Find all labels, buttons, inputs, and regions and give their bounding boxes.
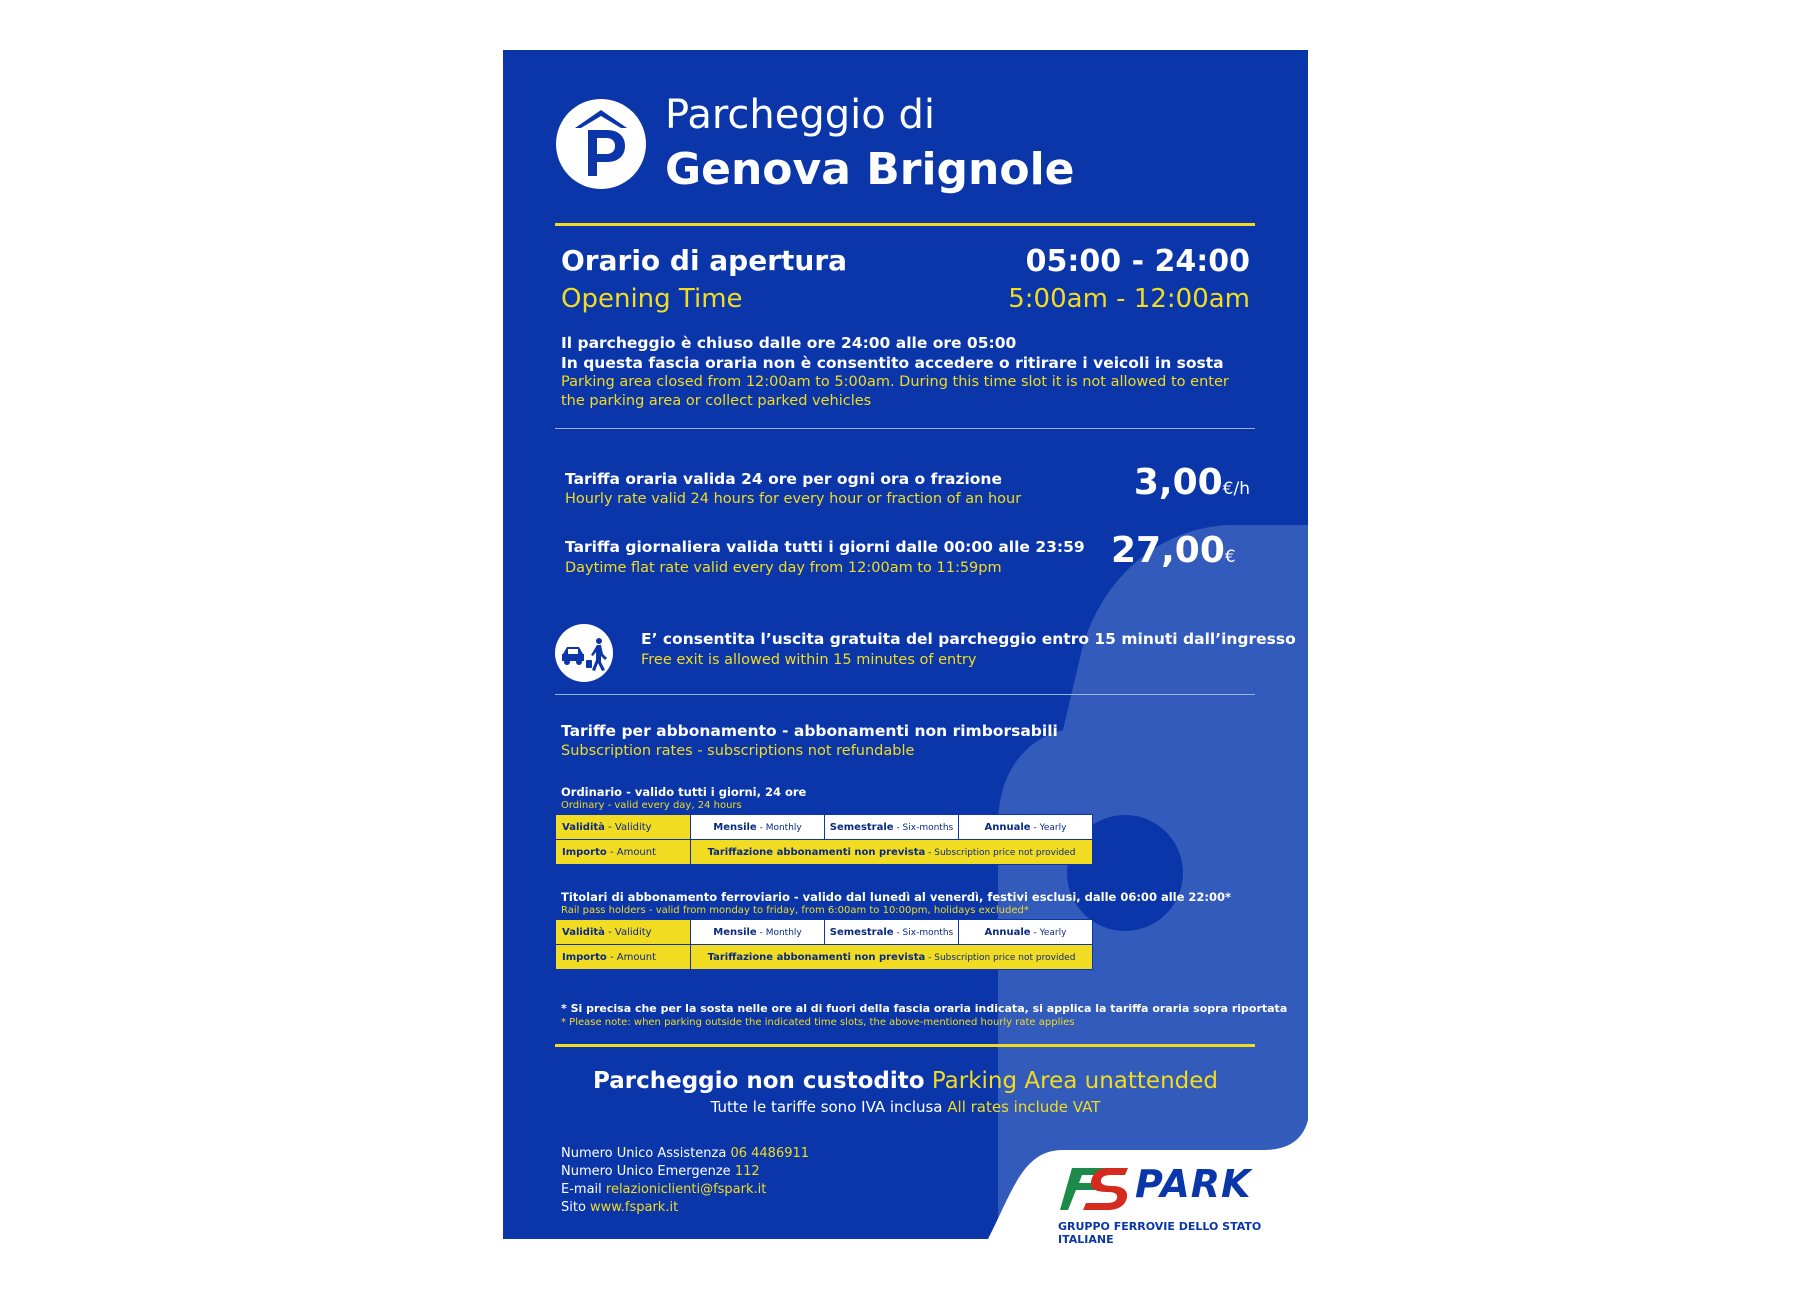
yearly-cell: Annuale - Yearly (959, 920, 1093, 945)
validity-label: Validità - Validity (556, 920, 691, 945)
yearly-cell: Annuale - Yearly (959, 815, 1093, 840)
divider-bottom (555, 1044, 1255, 1047)
monthly-cell: Mensile - Monthly (691, 920, 825, 945)
fs-logo-icon (1058, 1162, 1132, 1214)
price-not-provided-cell: Tariffazione abbonamenti non prevista - Subscription price not provided (691, 840, 1093, 865)
free-exit-en: Free exit is allowed within 15 minutes of entry (641, 652, 977, 668)
free-exit-it: E’ consentita l’uscita gratuita del parcheggio entro 15 minuti dall’ingresso (641, 630, 1296, 648)
divider-2 (555, 694, 1255, 695)
subscriptions-title-it: Tariffe per abbonamento - abbonamenti non rimborsabili (561, 722, 1058, 740)
semester-cell: Semestrale - Six-months (825, 920, 959, 945)
price-not-provided-cell: Tariffazione abbonamenti non prevista - Subscription price not provided (691, 945, 1093, 970)
semester-cell: Semestrale - Six-months (825, 815, 959, 840)
table-row (556, 945, 1093, 970)
rail-title-en: Rail pass holders - valid from monday to friday, from 6:00am to 10:00pm, holidays excluded* (561, 905, 1029, 916)
parking-p-icon (555, 98, 647, 190)
monthly-cell: Mensile - Monthly (691, 815, 825, 840)
closed-it-2: In questa fascia oraria non è consentito accedere o ritirare i veicoli in sosta (561, 354, 1224, 372)
daily-price (1111, 530, 1236, 571)
hourly-rate-it: Tariffa oraria valida 24 ore per ogni ora o frazione (565, 470, 1002, 488)
divider-1 (555, 428, 1255, 429)
brand-subtitle: GRUPPO FERROVIE DELLO STATO ITALIANE (1058, 1220, 1262, 1246)
vat-en: All rates include VAT (942, 1098, 1101, 1116)
daily-rate-it: Tariffa giornaliera valida tutti i giorni dalle 00:00 alle 23:59 (565, 538, 1085, 556)
rail-title-it: Titolari di abbonamento ferroviario - valido dal lunedì al venerdì, festivi esclusi, dalle 06:00 alle 22:00* (561, 890, 1232, 904)
closed-en-1: Parking area closed from 12:00am to 5:00am. During this time slot it is not allowed to enter (561, 374, 1229, 390)
note-it: * Si precisa che per la sosta nelle ore al di fuori della fascia oraria indicata, si applica la tariffa oraria sopra riportata (561, 1002, 1288, 1015)
closed-en-2: the parking area or collect parked vehicles (561, 393, 872, 409)
table-row (556, 840, 1093, 865)
divider-top (555, 223, 1255, 226)
page-title: Genova Brignole (665, 144, 1075, 195)
hourly-price-value: 3,00 (1133, 462, 1223, 503)
rail-rates-table (555, 919, 1093, 970)
subscriptions-title-en: Subscription rates - subscriptions not refundable (561, 743, 915, 759)
contact-emergency: Numero Unico Emergenze 112 (561, 1164, 760, 1179)
ordinary-title-en: Ordinary - valid every day, 24 hours (561, 800, 742, 811)
opening-label-en: Opening Time (561, 284, 743, 314)
ordinary-title-it: Ordinario - valido tutti i giorni, 24 ore (561, 785, 807, 799)
note-en: * Please note: when parking outside the indicated time slots, the above-mentioned hourly rate applies (561, 1017, 1075, 1028)
vat-line (503, 1098, 1308, 1116)
parking-poster (503, 50, 1308, 1246)
amount-label: Importo - Amount (556, 945, 691, 970)
daily-rate-en: Daytime flat rate valid every day from 12:00am to 11:59pm (565, 560, 1002, 576)
title-line1: Parcheggio di (665, 92, 935, 138)
opening-hours-en: 5:00am - 12:00am (1008, 284, 1250, 314)
contacts (561, 1145, 809, 1217)
opening-label-it: Orario di apertura (561, 244, 848, 277)
unattended-en: Parking Area unattended (924, 1068, 1219, 1094)
contact-email[interactable]: E-mail relazioniclienti@fspark.it (561, 1182, 767, 1197)
vat-it: Tutte le tariffe sono IVA inclusa (710, 1098, 943, 1116)
amount-label: Importo - Amount (556, 840, 691, 865)
unattended-it: Parcheggio non custodito (592, 1068, 925, 1094)
contact-assistance: Numero Unico Assistenza 06 4486911 (561, 1146, 810, 1161)
unattended-line (503, 1068, 1308, 1094)
daily-price-unit: € (1224, 547, 1236, 567)
ordinary-rates-table (555, 814, 1093, 865)
car-pedestrian-icon (555, 624, 613, 682)
park-logo-text: PARK (1135, 1162, 1252, 1206)
hourly-price (1134, 462, 1250, 503)
daily-price-value: 27,00 (1111, 530, 1225, 571)
opening-hours-it: 05:00 - 24:00 (1025, 244, 1250, 279)
hourly-rate-en: Hourly rate valid 24 hours for every hour or fraction of an hour (565, 491, 1022, 507)
validity-label: Validità - Validity (556, 815, 691, 840)
table-row (556, 815, 1093, 840)
hourly-price-unit: €/h (1222, 479, 1250, 499)
closed-it-1: Il parcheggio è chiuso dalle ore 24:00 alle ore 05:00 (561, 334, 1017, 352)
table-row (556, 920, 1093, 945)
contact-site[interactable]: Sito www.fspark.it (561, 1200, 679, 1215)
